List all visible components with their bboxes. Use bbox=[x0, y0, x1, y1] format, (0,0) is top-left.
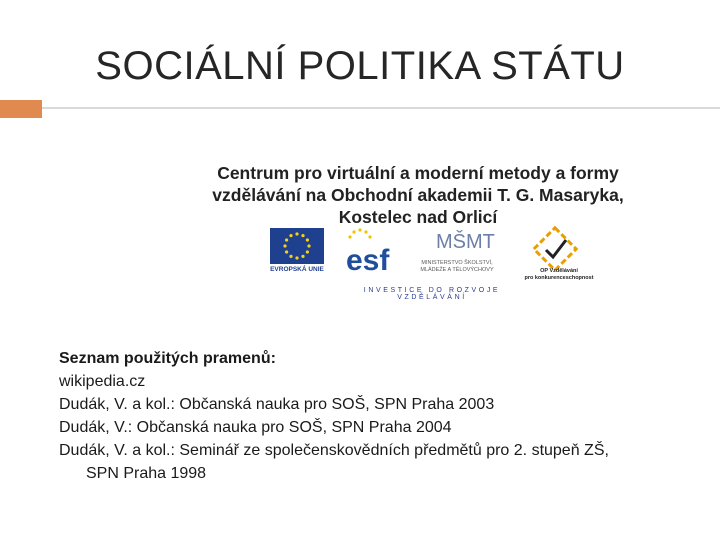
op-caption-line: OP Vzdělávání bbox=[540, 268, 578, 274]
msmt-caption-line: MLÁDEŽE A TĚLOVÝCHOVY bbox=[420, 267, 494, 273]
organization-line: Kostelec nad Orlicí bbox=[338, 207, 498, 227]
esf-logo-text: esf bbox=[346, 244, 390, 276]
sources-heading: Seznam použitých pramenů: bbox=[59, 350, 276, 367]
sources-list bbox=[59, 347, 699, 485]
organization-line: Centrum pro virtuální a moderní metody a formy bbox=[217, 163, 619, 183]
source-item-continuation: SPN Praha 1998 bbox=[86, 465, 207, 482]
msmt-logo-text: MŠMT bbox=[436, 231, 495, 253]
organization-text bbox=[178, 162, 658, 228]
eu-flag-logo bbox=[270, 228, 324, 264]
source-item: Dudák, V. a kol.: Seminář ze společenskovědních předmětů pro 2. stupeň ZŠ, bbox=[59, 442, 609, 459]
esf-logo bbox=[344, 226, 400, 276]
title-accent-block bbox=[0, 100, 42, 118]
source-item: wikipedia.cz bbox=[59, 373, 146, 390]
op-caption bbox=[514, 268, 604, 282]
msmt-caption-line: MINISTERSTVO ŠKOLSTVÍ, bbox=[421, 260, 493, 266]
source-item: Dudák, V. a kol.: Občanská nauka pro SOŠ, SPN Praha 2003 bbox=[59, 396, 495, 413]
msmt-caption bbox=[412, 260, 502, 274]
organization-line: vzdělávání na Obchodní akademii T. G. Masaryka, bbox=[212, 185, 624, 205]
eu-caption: EVROPSKÁ UNIE bbox=[270, 266, 324, 273]
source-item: Dudák, V.: Občanská nauka pro SOŠ, SPN Praha 2004 bbox=[59, 419, 452, 436]
op-vzdelavani-logo bbox=[526, 224, 586, 274]
slide-title: SOCIÁLNÍ POLITIKA STÁTU bbox=[95, 44, 625, 88]
investice-tagline: INVESTICE DO ROZVOJE VZDĚLÁVÁNÍ bbox=[363, 287, 501, 301]
op-caption-line: pro konkurenceschopnost bbox=[524, 275, 594, 281]
title-divider bbox=[42, 107, 720, 109]
